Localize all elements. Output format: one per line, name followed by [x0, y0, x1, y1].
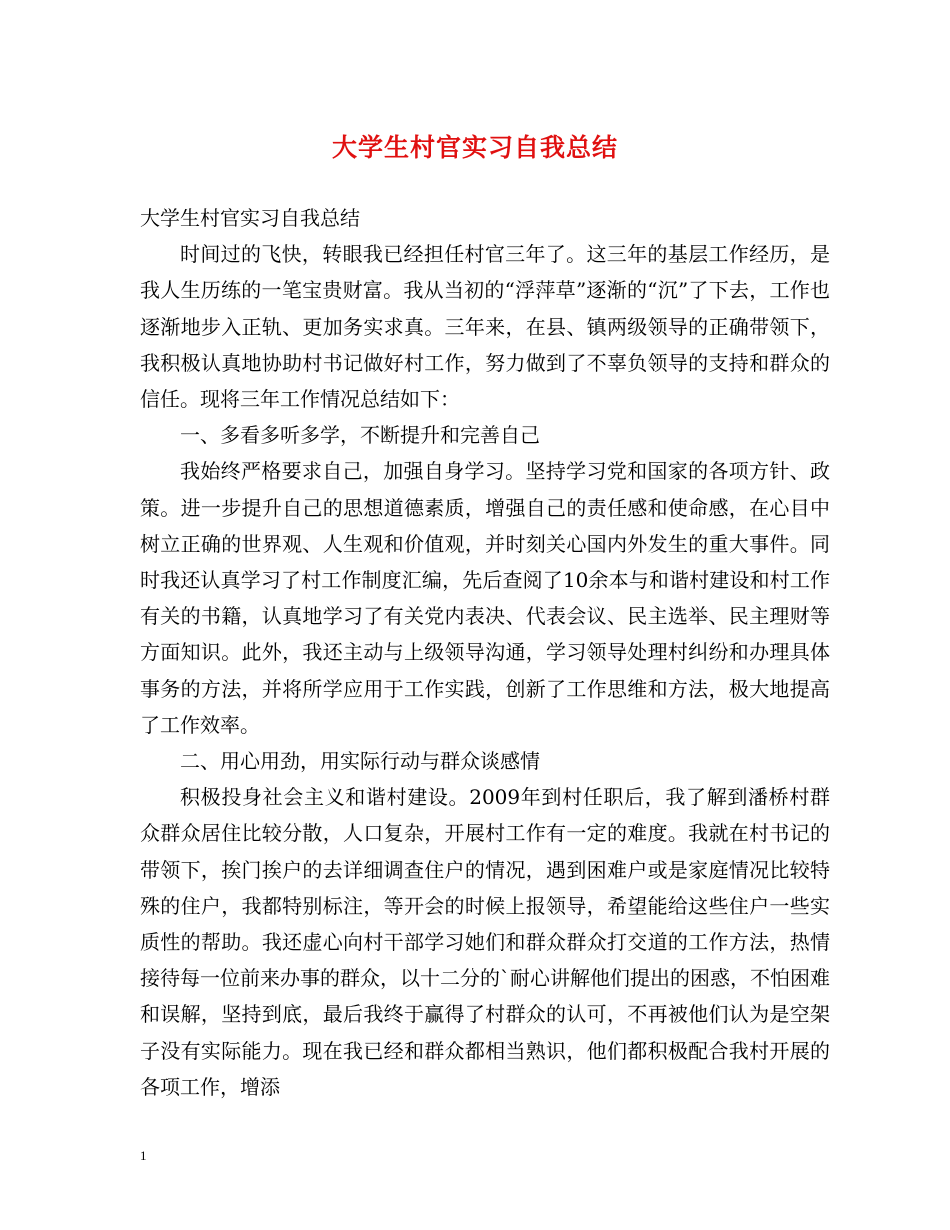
document-title: 大学生村官实习自我总结: [331, 133, 618, 162]
paragraph-heading: 大学生村官实习自我总结: [140, 206, 360, 230]
section-heading-2: 二、用心用劲，用实际行动与群众谈感情: [180, 749, 540, 774]
section-heading-1: 一、多看多听多学，不断提升和完善自己: [180, 423, 540, 448]
document-body: [140, 200, 830, 1105]
page-number: 1: [140, 1148, 147, 1163]
paragraph-intro: 时间过的飞快，转眼我已经担任村官三年了。这三年的基层工作经历，是我人生历练的一笔宝贵财富。我从当初的“浮萍草”逐渐的“沉”了下去，工作也逐渐地步入正轨、更加务实求真。三年来，在县、镇两级领导的正确带领下，我积极认真地协助村书记做好村工作，努力做到了不辜负领导的支持和群众的信任。现将三年工作情况总结如下：: [140, 242, 830, 412]
paragraph-section-2: 积极投身社会主义和谐村建设。2009年到村任职后，我了解到潘桥村群众群众居住比较分散，人口复杂，开展村工作有一定的难度。我就在村书记的带领下，挨门挨户的去详细调查住户的情况，遇到困难户或是家庭情况比较特殊的住户，我都特别标注，等开会的时候上报领导，希望能给这些住户一些实质性的帮助。我还虚心向村干部学习她们和群众群众打交道的工作方法，热情接待每一位前来办事的群众，以十二分的`耐心讲解他们提出的困惑，不怕困难和误解，坚持到底，最后我终于赢得了村群众的认可，不再被他们认为是空架子没有实际能力。现在我已经和群众都相当熟识，他们都积极配合我村开展的各项工作，增添: [140, 785, 830, 1099]
paragraph-section-1: 我始终严格要求自己，加强自身学习。坚持学习党和国家的各项方针、政策。进一步提升自己的思想道德素质，增强自己的责任感和使命感，在心目中树立正确的世界观、人生观和价值观，并时刻关心国内外发生的重大事件。同时我还认真学习了村工作制度汇编，先后查阅了10余本与和谐村建设和村工作有关的书籍，认真地学习了有关党内表决、代表会议、民主选举、民主理财等方面知识。此外，我还主动与上级领导沟通，学习领导处理村纠纷和办理具体事务的方法，并将所学应用于工作实践，创新了工作思维和方法，极大地提高了工作效率。: [140, 459, 830, 737]
